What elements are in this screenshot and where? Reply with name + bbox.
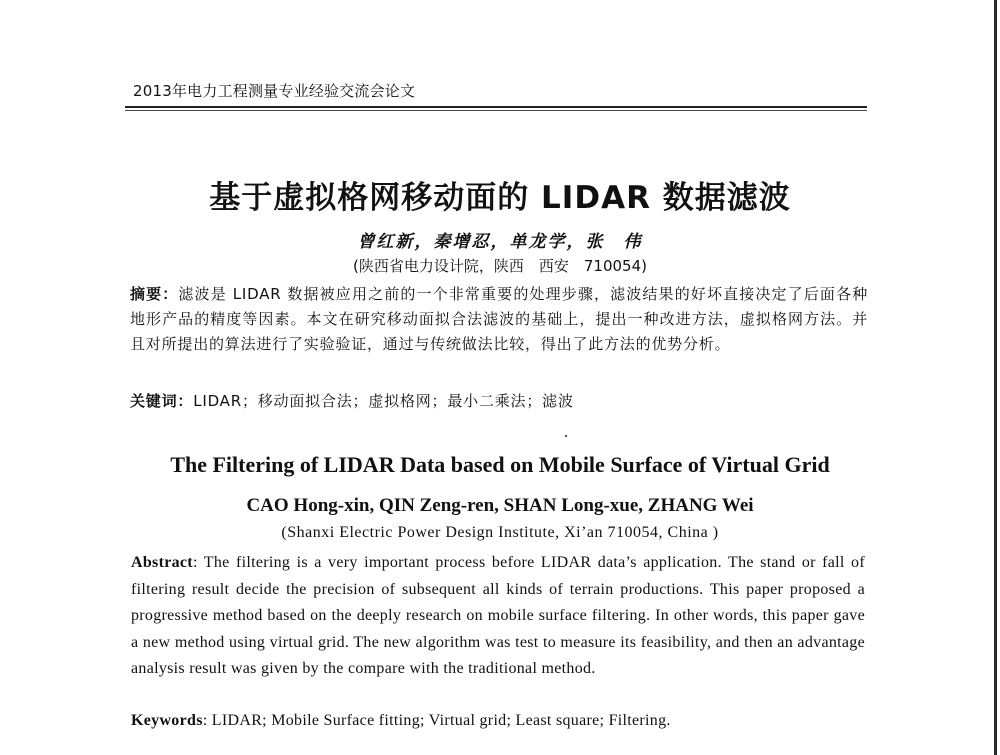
header-rule-thick — [125, 106, 867, 108]
english-keywords-text: : LIDAR; Mobile Surface fitting; Virtual grid; Least square; Filtering. — [202, 712, 671, 729]
english-keywords — [131, 712, 865, 730]
chinese-abstract-text: 滤波是 LIDAR 数据被应用之前的一个非常重要的处理步骤，滤波结果的好坏直接决定了后面各种地形产品的精度等因素。本文在研究移动面拟合法滤波的基础上，提出一种改进方法，虚拟格网方法。并且对所提出的算法进行了实验验证，通过与传统做法比较，得出了此方法的优势分析。 — [130, 285, 869, 353]
english-keywords-label: Keywords — [131, 712, 203, 729]
english-authors: CAO Hong-xin, QIN Zeng-ren, SHAN Long-xue, ZHANG Wei — [246, 495, 754, 516]
chinese-abstract-label: 摘要： — [130, 285, 179, 303]
chinese-keywords — [130, 390, 868, 411]
chinese-title: 基于虚拟格网移动面的 LIDAR 数据滤波 — [209, 180, 791, 216]
header-rule-thin — [125, 110, 867, 111]
chinese-keywords-text: LIDAR；移动面拟合法；虚拟格网；最小二乘法；滤波 — [193, 392, 574, 410]
running-header: 2013年电力工程测量专业经验交流会论文 — [133, 82, 416, 100]
english-abstract-text: : The filtering is a very important process before LIDAR data’s application. The stand or fall of filtering result decide the precision of subsequent all kinds of terrain productions. This paper proposed a progressive method based on the deeply research on mobile surface filtering. In other words, this paper gave a new method using virtual grid. The new algorithm was test to measure its feasibility, and then an advantage analysis result was given by the compare with the traditional method. — [131, 554, 865, 677]
chinese-abstract — [130, 282, 868, 356]
chinese-authors: 曾红新，秦增忍，单龙学，张 伟 — [357, 232, 643, 252]
chinese-affiliation: (陕西省电力设计院，陕西 西安 710054) — [353, 257, 647, 275]
english-abstract-label: Abstract — [131, 554, 193, 571]
english-title: The Filtering of LIDAR Data based on Mobile Surface of Virtual Grid — [170, 452, 830, 477]
scan-speck — [565, 435, 567, 437]
english-abstract — [131, 550, 865, 683]
english-affiliation: (Shanxi Electric Power Design Institute, Xi’an 710054, China ) — [281, 524, 719, 541]
scan-edge — [994, 0, 997, 755]
chinese-keywords-label: 关键词： — [130, 392, 194, 410]
